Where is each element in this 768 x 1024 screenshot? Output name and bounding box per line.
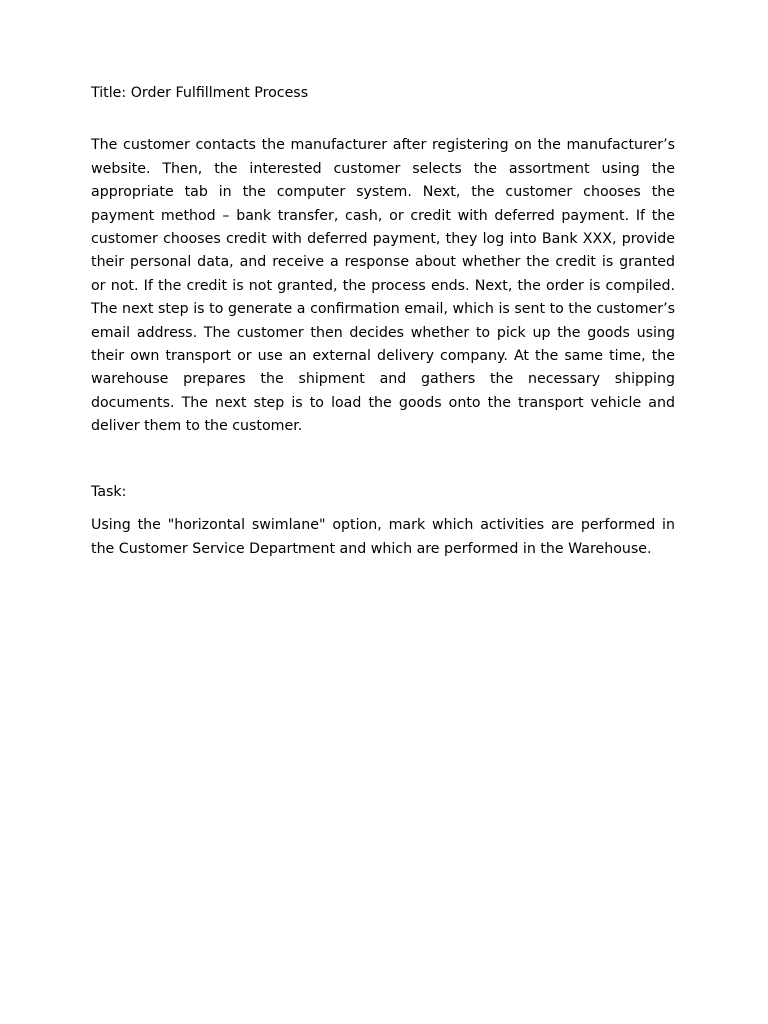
document-title: Title: Order Fulfillment Process: [91, 85, 309, 101]
task-heading: Task:: [91, 483, 127, 500]
task-instructions-paragraph: Using the "horizontal swimlane" option, mark which activities are performed in the Customer Service Department and which are performed in the Warehouse.: [91, 517, 675, 557]
document-page: [91, 82, 675, 561]
process-description-paragraph: The customer contacts the manufacturer after registering on the manufacturer’s website. Then, the interested customer selects the assortment using the appropriate tab in the computer system. Next, the customer chooses the payment method – bank transfer, cash, or credit with deferred payment. If the customer chooses credit with deferred payment, they log into Bank XXX, provide their personal data, and receive a response about whether the credit is granted or not. If the credit is not granted, the process ends. Next, the order is compiled. The next step is to generate a confirmation email, which is sent to the customer’s email address. The customer then decides whether to pick up the goods using their own transport or use an external delivery company. At the same time, the warehouse prepares the shipment and gathers the necessary shipping documents. The next step is to load the goods onto the transport vehicle and deliver them to the customer.: [91, 137, 675, 435]
